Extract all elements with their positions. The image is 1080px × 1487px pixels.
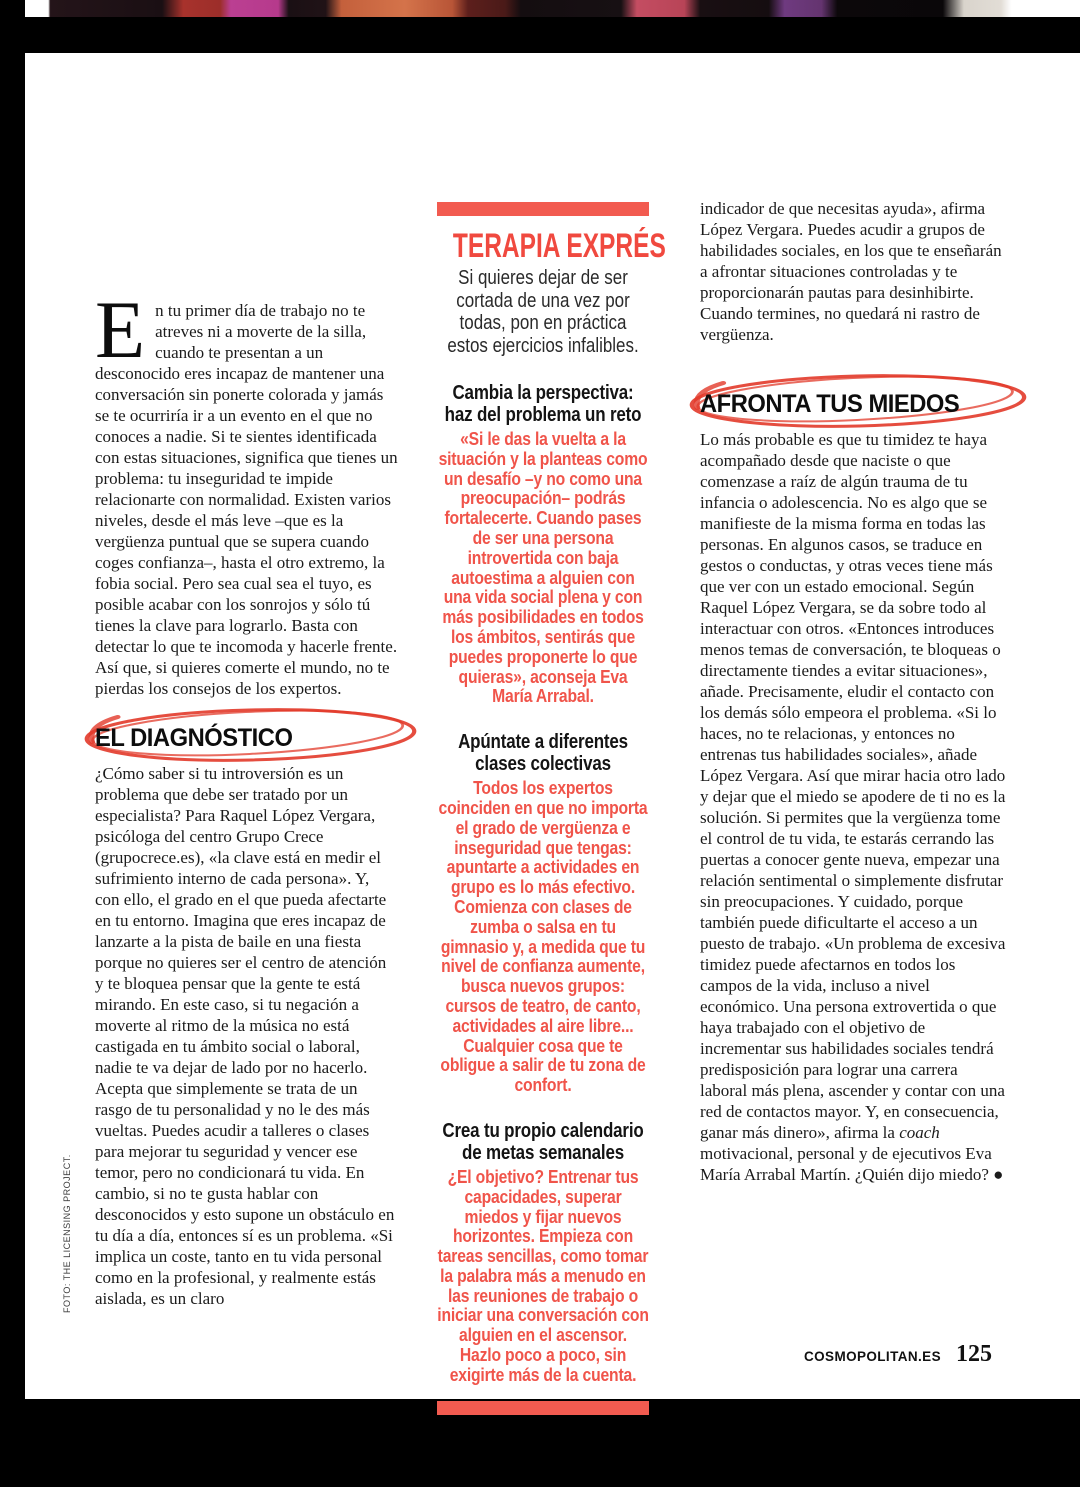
diagnostico-body-continued: indicador de que necesitas ayuda», afirma López Vergara. Puedes acudir a grupos de habilidades sociales, en los que te enseñarán a afrontar situaciones controladas y te proporcionarán pautas para desinhibirte. Cuando termines, no quedará ni rastro de vergüenza.	[700, 199, 1002, 344]
intro-paragraph	[95, 284, 398, 699]
photo-credit: FOTO: THE LICENSING PROJECT.	[62, 1154, 72, 1313]
diagnostico-body: ¿Cómo saber si tu introversión es un problema que debe ser tratado por un especialista? Para Raquel López Vergara, psicóloga del centro Grupo Crece (grupocrece.es), «la clave está en medir el sufrimiento interno de cada persona». Y, con ello, el grado en el que pueda afectarte en tu entorno. Imagina que eres incapaz de lanzarte a la pista de baile en una fiesta porque no quieres ser el centro de atención y te bloquea pensar que la gente te está mirando. En este caso, si tu negación a moverte al ritmo de la música no está castigada en tu ámbito social o laboral, nadie te va dejar de lado por no hacerlo. Acepta que simplemente se trata de un rasgo de tu personalidad y no le des más vueltas. Puedes acudir a talleres o clases para mejorar tu seguridad y vencer ese temor, pero no condicionará tu vida. En cambio, si no te gusta hablar con desconocidos y esto supone un obstáculo en tu día a día, entonces sí es un problema. «Si implica un coste, tanto en tu vida personal como en la profesional, y realmente estás aislada, es un claro	[95, 764, 395, 1308]
footer-page-number: 125	[956, 1341, 992, 1367]
section-title: AFRONTA TUS MIEDOS	[700, 390, 960, 418]
tip-body-3: ¿El objetivo? Entrenar tus capacidades, superar miedos y fijar nuevos horizontes. Empieza con tareas sencillas, como tomar la palabra más a menudo en las reuniones de trabajo o iniciar una conversación con alguien en el ascensor. Hazlo poco a poco, sin exigirte más de la cuenta.	[437, 1165, 649, 1385]
tip-heading-3: Crea tu propio calendario de metas semanales	[442, 1119, 644, 1164]
footer-site-name: COSMOPOLITAN.ES	[803, 1349, 941, 1364]
section-title: EL DIAGNÓSTICO	[95, 724, 293, 752]
section-heading-miedos	[700, 391, 1008, 417]
sidebar-bottom-bar	[437, 1401, 649, 1415]
sidebar-title: TERAPIA EXPRÉS	[452, 227, 666, 265]
article-column-left	[95, 284, 398, 1309]
miedos-body-part1: Lo más probable es que tu timidez te haya acompañado desde que naciste o que comenzase a raíz de algún trauma de tu infancia o adolescencia. No es algo que se manifieste de la misma forma en todas las personas. En algunos casos, se traduce en gestos o conductas, y otras veces tiene más que ver con un estado emocional. Según Raquel López Vergara, se da sobre todo al interactuar con otros. «Entonces introduces menos temas de conversación, te bloqueas o directamente tiendes a evitar situaciones», añade. Precisamente, eludir el contacto con los demás sólo empeora el problema. «Si lo haces, no te relacionas, y entonces no entrenas tus habilidades sociales», añade López Vergara. Así que mirar hacia otro lado y dejar que el miedo se apodere de ti no es la solución. Si permites que la vergüenza tome el control de tu vida, te estarás cerrando las puertas a conocer gente nueva, empezar una relación sentimental o simplemente disfrutar sin preocupaciones. Y cuidado, porque también puede dificultarte el acceso a un puesto de trabajo. «Un problema de excesiva timidez puede afectarnos en todos los campos de la vida, incluso a nivel económico. Una persona extrovertida o que haya trabajado con el objetivo de incrementar sus habilidades sociales tendrá predisposición para lograr una carrera laboral más plena, ascender y contar con una red de contactos mayor. Y, en consecuencia, ganar más dinero», afirma la	[700, 430, 1006, 1142]
article-column-right	[700, 198, 1008, 1185]
miedos-body	[700, 429, 1008, 1185]
tip-body-2: Todos los expertos coinciden en que no importa el grado de vergüenza e inseguridad que tengas: apuntarte a actividades en grupo es lo más efectivo. Comienza con clases de zumba o salsa en tu gimnasio y, a medida que tu nivel de confianza aumente, busca nuevos grupos: cursos de teatro, de canto, actividades al aire libre... Cualquier cosa que te obligue a salir de tu zona de confort.	[438, 777, 648, 1096]
sidebar-column	[437, 202, 666, 1415]
intro-text: n tu primer día de trabajo no te atreves ni a moverte de la silla, cuando te presentan a un desconocido eres incapaz de mantener una conversación sin ponerte colorada y jamás se te ocurriría ir a un evento en el que no conoces a nadie. Si te sientes identificada con estas situaciones, significa que tienes un problema: tu inseguridad te impide relacionarte con normalidad. Existen varios niveles, desde el más leve –que es la vergüenza puntual que se supera cuando coges confianza–, hasta el otro extremo, la fobia social. Pero sea cual sea el tuyo, es posible acabar con los sonrojos y sólo tú tienes la clave para lograrlo. Basta con detectar lo que te incomoda y hacerle frente. Así que, si quieres comerte el mundo, no te pierdas los consejos de los expertos.	[95, 301, 398, 698]
miedos-body-part2: motivacional, personal y de ejecutivos Eva María Arrabal Martín. ¿Quién dijo miedo? ●	[700, 1144, 1004, 1184]
tip-heading-2: Apúntate a diferentes clases colectivas	[458, 731, 628, 776]
drop-cap: E	[95, 284, 146, 375]
miedos-italic-word: coach	[899, 1123, 940, 1142]
top-photo-strip	[25, 0, 1080, 17]
page-left-black-edge	[0, 0, 25, 1487]
tip-body-1: «Si le das la vuelta a la situación y la planteas como un desafío –y no como una preocupación– podrás fortalecerte. Cuando pases de ser una persona introvertida con baja autoestima a alguien con una vida social plena y con más posibilidades en todos los ámbitos, sentirás que puedes proponerte lo que quieras», aconseja Eva María Arrabal.	[438, 428, 648, 707]
section-heading-diagnostico	[95, 725, 398, 751]
sidebar-intro: Si quieres dejar de ser cortada de una vez por todas, pon en práctica estos ejercicios infalibles.	[447, 267, 639, 357]
page-footer	[804, 1341, 992, 1368]
tip-heading-1: Cambia la perspectiva: haz del problema un reto	[444, 382, 642, 426]
sidebar-top-bar	[437, 202, 649, 216]
top-black-band	[0, 17, 1080, 53]
